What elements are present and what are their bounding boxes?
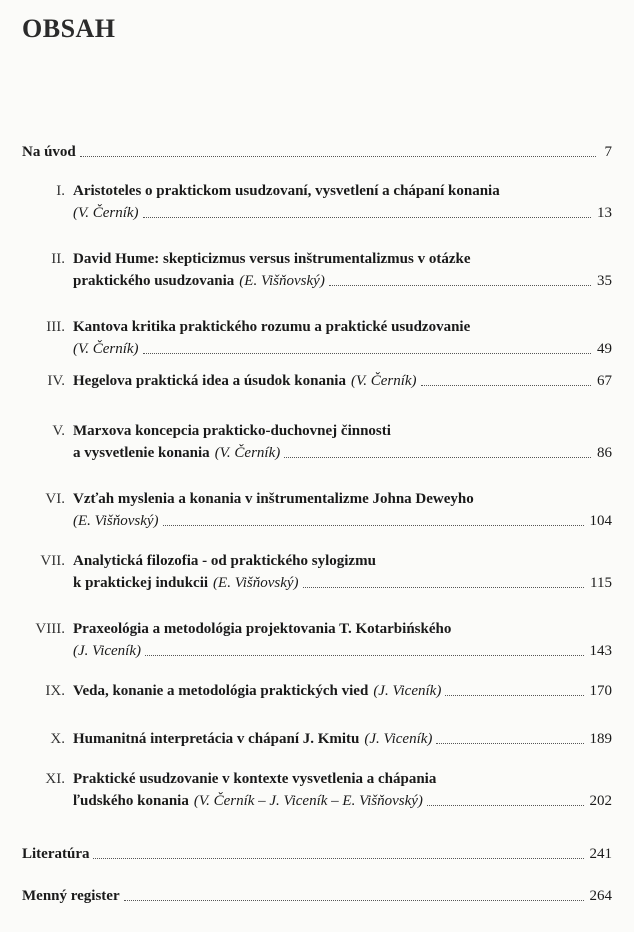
dot-leader (329, 284, 591, 286)
chapter-number: VI. (45, 491, 65, 507)
toc-entry-title: Literatúra (22, 846, 90, 862)
chapter-title: Vzťah myslenia a konania v inštrumentalizme Johna Deweyho (73, 491, 474, 507)
chapter-title: Veda, konanie a metodológia praktických vied (73, 683, 369, 699)
dot-leader (143, 352, 591, 354)
chapter-title: David Hume: skepticizmus versus inštrumentalizmus v otázke (73, 251, 471, 267)
dot-leader (145, 654, 583, 656)
chapter-number: V. (52, 423, 65, 439)
chapter-number: X. (50, 731, 65, 747)
chapter-number: IV. (47, 373, 65, 389)
page-number: 86 (597, 445, 612, 461)
chapter-number: XI. (45, 771, 65, 787)
chapter-title: Praktické usudzovanie v kontexte vysvetlenia a chápania (73, 771, 437, 787)
chapter-title: Marxova koncepcia prakticko-duchovnej činnosti (73, 423, 391, 439)
toc-entry-intro[interactable] (22, 141, 612, 163)
chapter-title: Praxeológia a metodológia projektovania T. Kotarbińského (73, 621, 452, 637)
chapter-author: (V. Černík) (73, 341, 139, 357)
chapter-author: (J. Viceník) (373, 683, 442, 699)
chapter-title: Kantova kritika praktického rozumu a praktické usudzovanie (73, 319, 471, 335)
chapter-author: (V. Černík – J. Viceník – E. Višňovský) (193, 793, 423, 809)
dot-leader (124, 899, 584, 901)
dot-leader (303, 586, 584, 588)
page-number: 7 (604, 144, 612, 160)
dot-leader (445, 694, 583, 696)
dot-leader (421, 384, 591, 386)
page-number: 104 (589, 513, 612, 529)
page-number: 143 (589, 643, 612, 659)
toc-entry-title: Na úvod (22, 144, 76, 160)
chapter-title: Hegelova praktická idea a úsudok konania (73, 373, 346, 389)
toc-entry-index[interactable] (22, 885, 612, 907)
chapter-number: I. (56, 183, 65, 199)
chapter-number: IX. (45, 683, 65, 699)
page-title: OBSAH (22, 14, 116, 43)
chapter-title: a vysvetlenie konania (73, 445, 210, 461)
page-number: 67 (597, 373, 612, 389)
dot-leader (284, 456, 591, 458)
dot-leader (80, 155, 596, 157)
chapter-author: (E. Višňovský) (73, 513, 159, 529)
dot-leader (93, 857, 583, 859)
chapter-author: (V. Černík) (73, 205, 139, 221)
chapter-title: praktického usudzovania (73, 273, 235, 289)
chapter-author: (V. Černík) (214, 445, 281, 461)
chapter-number: VIII. (35, 621, 65, 637)
chapter-author: (J. Viceník) (364, 731, 433, 747)
page-number: 49 (597, 341, 612, 357)
page-number: 189 (589, 731, 612, 747)
chapter-title: Humanitná interpretácia v chápaní J. Kmitu (73, 731, 360, 747)
chapter-title: Aristoteles o praktickom usudzovaní, vysvetlení a chápaní konania (73, 183, 500, 199)
chapter-number: III. (46, 319, 65, 335)
dot-leader (163, 524, 584, 526)
chapter-number: II. (51, 251, 65, 267)
dot-leader (143, 216, 591, 218)
page-number: 170 (589, 683, 612, 699)
chapter-title: Analytická filozofia - od praktického sylogizmu (73, 553, 376, 569)
page-number: 115 (590, 575, 612, 591)
chapter-author: (E. Višňovský) (213, 575, 299, 591)
page-number: 264 (589, 888, 612, 904)
dot-leader (436, 742, 583, 744)
page-number: 35 (597, 273, 612, 289)
chapter-author: (J. Viceník) (73, 643, 142, 659)
page-number: 241 (589, 846, 612, 862)
chapter-author: (E. Višňovský) (239, 273, 325, 289)
chapter-author: (V. Černík) (350, 373, 417, 389)
page-number: 13 (597, 205, 612, 221)
toc-entry-title: Menný register (22, 888, 120, 904)
toc-entry-literature[interactable] (22, 843, 612, 865)
page-number: 202 (589, 793, 612, 809)
chapter-title: k praktickej indukcii (73, 575, 209, 591)
chapter-title: ľudského konania (73, 793, 189, 809)
chapter-number: VII. (40, 553, 65, 569)
dot-leader (427, 804, 584, 806)
